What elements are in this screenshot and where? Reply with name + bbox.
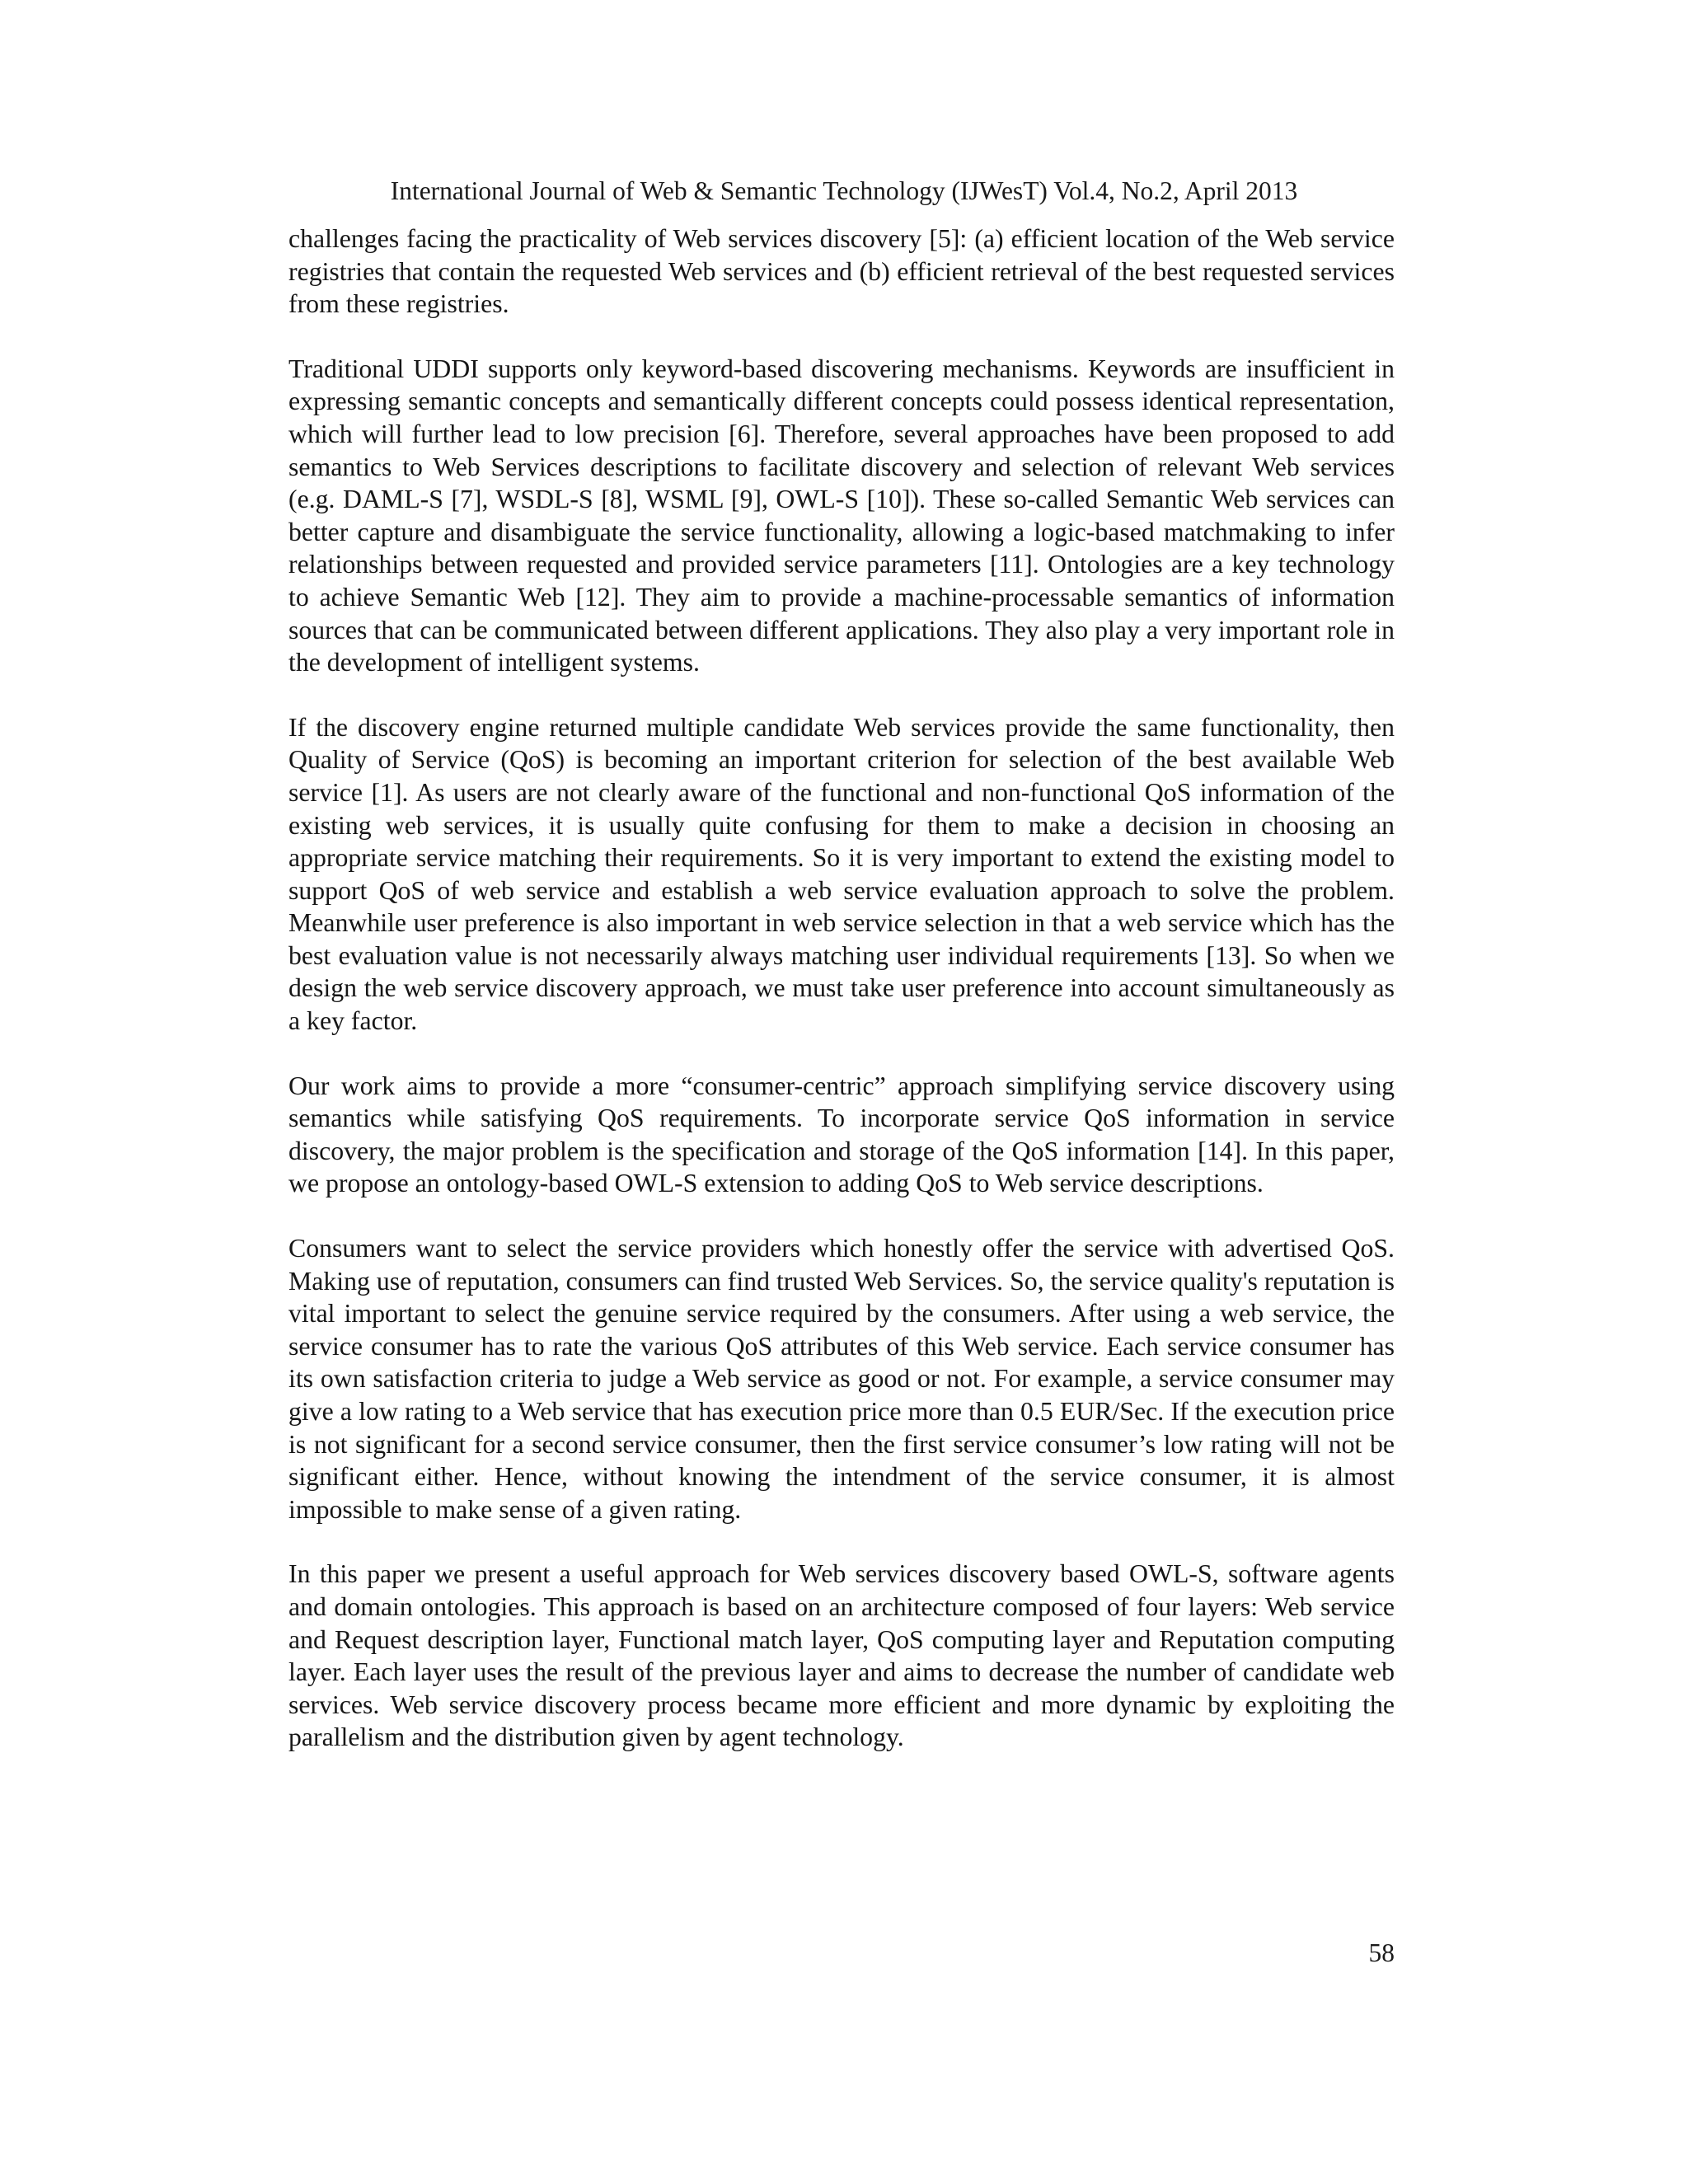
paragraph-reputation: Consumers want to select the service providers which honestly offer the service with advertised QoS. Making use of reputation, consumers can find trusted Web Services. So, the service quality's reputation is vital important to select the genuine service required by the consumers. After using a web service, the service consumer has to rate the various QoS attributes of this Web service. Each service consumer has its own satisfaction criteria to judge a Web service as good or not. For example, a service consumer may give a low rating to a Web service that has execution price more than 0.5 EUR/Sec. If the execution price is not significant for a second service consumer, then the first service consumer’s low rating will not be significant either. Hence, without knowing the intendment of the service consumer, it is almost impossible to make sense of a given rating. bbox=[288, 1234, 1395, 1524]
paragraph-proposed-architecture: In this paper we present a useful approach for Web services discovery based OWL-S, software agents and domain ontologies. This approach is based on an architecture composed of four layers: Web service and Request description layer, Functional match layer, QoS computing layer and Reputation computing layer. Each layer uses the result of the previous layer and aims to decrease the number of candidate web services. Web service discovery process became more efficient and more dynamic by exploiting the parallelism and the distribution given by agent technology. bbox=[288, 1559, 1395, 1752]
running-header: International Journal of Web & Semantic Technology (IJWesT) Vol.4, No.2, April 2013 bbox=[390, 176, 1298, 205]
paragraph-consumer-centric-approach: Our work aims to provide a more “consumer-centric” approach simplifying service discovery using semantics while satisfying QoS requirements. To incorporate service QoS information in service discovery, the major problem is the specification and storage of the QoS information [14]. In this paper, we propose an ontology-based OWL-S extension to adding QoS to Web service descriptions. bbox=[288, 1071, 1395, 1198]
paragraph-uddi-semantics: Traditional UDDI supports only keyword-based discovering mechanisms. Keywords are insufficient in expressing semantic concepts and semantically different concepts could possess identical representation, which will further lead to low precision [6]. Therefore, several approaches have been proposed to add semantics to Web Services descriptions to facilitate discovery and selection of relevant Web services (e.g. DAML-S [7], WSDL-S [8], WSML [9], OWL-S [10]). These so-called Semantic Web services can better capture and disambiguate the service functionality, allowing a logic-based matchmaking to infer relationships between requested and provided service parameters [11]. Ontologies are a key technology to achieve Semantic Web [12]. They aim to provide a machine-processable semantics of information sources that can be communicated between different applications. They also play a very important role in the development of intelligent systems. bbox=[288, 354, 1395, 677]
page-number: 58 bbox=[1368, 1938, 1395, 1967]
paragraph-continuation-discovery-challenges: challenges facing the practicality of Web services discovery [5]: (a) efficient location of the Web service registries that contain the requested Web services and (b) efficient retrieval of the best requested services from these registries. bbox=[288, 224, 1395, 319]
body-text bbox=[288, 223, 1395, 1786]
paragraph-qos-selection: If the discovery engine returned multiple candidate Web services provide the same functionality, then Quality of Service (QoS) is becoming an important criterion for selection of the best available Web service [1]. As users are not clearly aware of the functional and non-functional QoS information of the existing web services, it is usually quite confusing for them to make a decision in choosing an appropriate service matching their requirements. So it is very important to extend the existing model to support QoS of web service and establish a web service evaluation approach to solve the problem. Meanwhile user preference is also important in web service selection in that a web service which has the best evaluation value is not necessarily always matching user individual requirements [13]. So when we design the web service discovery approach, we must take user preference into account simultaneously as a key factor. bbox=[288, 712, 1395, 1036]
